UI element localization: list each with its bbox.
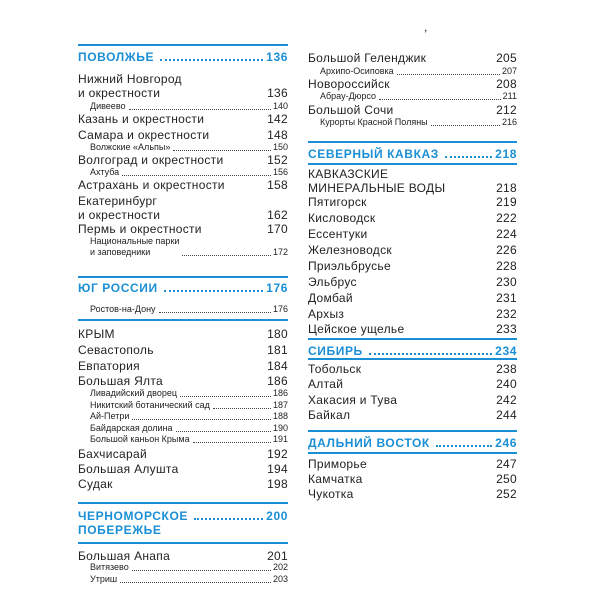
toc-page-number: 200: [266, 509, 288, 523]
toc-page-number: 212: [496, 103, 517, 117]
toc-page-number: 242: [496, 393, 517, 407]
dot-leader: [176, 431, 271, 432]
dot-leader: [445, 156, 492, 158]
toc-entry[interactable]: [78, 112, 288, 126]
toc-subentry[interactable]: [78, 434, 288, 445]
toc-title: Национальные парки и заповедники: [90, 236, 180, 257]
toc-subentry[interactable]: [78, 423, 288, 434]
toc-title: Пермь и окрестности: [78, 222, 202, 236]
dot-leader: [213, 408, 271, 409]
dot-leader: [173, 150, 271, 151]
toc-page-number: 233: [496, 322, 517, 336]
toc-entry[interactable]: [308, 243, 517, 257]
dot-leader: [160, 59, 263, 61]
toc-page-number: 205: [496, 51, 517, 65]
toc-page-number: 140: [272, 101, 288, 111]
toc-section-heading[interactable]: [308, 436, 517, 450]
toc-entry[interactable]: [78, 374, 288, 388]
toc-page-number: 176: [272, 304, 288, 314]
toc-title: Архыз: [308, 307, 345, 321]
toc-title: Байкал: [308, 408, 351, 422]
section-divider: [308, 141, 517, 143]
toc-title: Витязево: [90, 562, 129, 572]
dot-leader: [193, 442, 271, 443]
toc-page-number: 250: [496, 472, 517, 486]
toc-page-number: 252: [496, 487, 517, 501]
toc-title: Архипо-Осиповка: [320, 66, 394, 76]
toc-title: Волгоград и окрестности: [78, 153, 224, 167]
toc-title: Ахтуба: [90, 167, 120, 177]
toc-page-number: 184: [267, 359, 288, 373]
toc-entry[interactable]: [78, 359, 288, 373]
toc-title: СИБИРЬ: [308, 344, 363, 358]
toc-page-number: 238: [496, 362, 517, 376]
toc-title: Волжские «Альпы»: [90, 142, 171, 152]
dot-leader: [180, 396, 271, 397]
toc-page-number: 228: [496, 259, 517, 273]
toc-section-heading[interactable]: [78, 281, 288, 295]
toc-title: ДАЛЬНИЙ ВОСТОК: [308, 436, 430, 450]
toc-title: Цейское ущелье: [308, 322, 405, 336]
toc-subentry[interactable]: [78, 101, 288, 112]
toc-page-number: 222: [496, 211, 517, 225]
toc-title: Камчатка: [308, 472, 363, 486]
toc-title: Большая Алушта: [78, 462, 179, 476]
dot-leader: [379, 99, 501, 100]
toc-entry[interactable]: [308, 322, 517, 336]
toc-page-number: 224: [496, 227, 517, 241]
toc-page-number: 176: [266, 281, 288, 295]
toc-page-number: 231: [496, 291, 517, 305]
section-divider: [308, 430, 517, 432]
dot-leader: [129, 109, 271, 110]
toc-subentry[interactable]: [78, 304, 288, 315]
toc-page-number: 148: [267, 128, 288, 142]
toc-title: Никитский ботанический сад: [90, 400, 210, 410]
section-divider: [308, 358, 517, 360]
toc-entry[interactable]: [308, 195, 517, 209]
toc-entry[interactable]: [78, 194, 288, 222]
section-divider: [78, 319, 288, 321]
toc-page-number: 198: [267, 477, 288, 491]
toc-entry[interactable]: [78, 222, 288, 236]
toc-title: Ессентуки: [308, 227, 368, 241]
dot-leader: [194, 518, 263, 520]
dot-leader: [182, 255, 271, 256]
toc-entry[interactable]: [308, 487, 517, 501]
toc-entry[interactable]: [308, 259, 517, 273]
dot-leader: [120, 582, 271, 583]
toc-title: Абрау-Дюрсо: [320, 91, 377, 101]
toc-title: Казань и окрестности: [78, 112, 205, 126]
toc-title: Ай-Петри: [90, 411, 130, 421]
toc-title: Байдарская долина: [90, 423, 173, 433]
toc-page-number: 150: [272, 142, 288, 152]
toc-title: ЮГ РОССИИ: [78, 281, 158, 295]
toc-title: Большая Анапа: [78, 549, 171, 563]
toc-page-number: 230: [496, 275, 517, 289]
toc-title: ЧЕРНОМОРСКОЕ ПОБЕРЕЖЬЕ: [78, 509, 189, 537]
toc-subentry[interactable]: [308, 117, 517, 128]
toc-page-number: 201: [267, 549, 288, 563]
toc-section-heading[interactable]: [78, 50, 288, 64]
toc-subentry[interactable]: [308, 91, 517, 102]
toc-subentry[interactable]: [78, 167, 288, 178]
toc-page-number: 156: [272, 167, 288, 177]
dot-leader: [397, 74, 500, 75]
toc-title: Большой Геленджик: [308, 51, 427, 65]
section-divider: [78, 44, 288, 46]
toc-title: Екатеринбург и окрестности: [78, 194, 161, 222]
toc-page-number: 218: [496, 181, 517, 195]
toc-page-number: 247: [496, 457, 517, 471]
dot-leader: [436, 445, 492, 447]
toc-page-number: 218: [495, 147, 517, 161]
dot-leader: [159, 312, 271, 313]
toc-page-number: 188: [272, 411, 288, 421]
toc-page-number: 240: [496, 377, 517, 391]
toc-title: Севастополь: [78, 343, 154, 357]
toc-entry[interactable]: [308, 275, 517, 289]
toc-page-number: 142: [267, 112, 288, 126]
dot-leader: [431, 125, 500, 126]
dot-leader: [132, 419, 271, 420]
toc-page-number: 234: [495, 344, 517, 358]
toc-title: Ростов-на-Дону: [90, 304, 156, 314]
toc-title: ПОВОЛЖЬЕ: [78, 50, 155, 64]
toc-entry[interactable]: [308, 167, 517, 195]
toc-title: Чукотка: [308, 487, 354, 501]
toc-section-heading[interactable]: [308, 344, 517, 358]
toc-title: Астрахань и окрестности: [78, 178, 225, 192]
toc-subentry[interactable]: [78, 562, 288, 573]
toc-entry[interactable]: [78, 477, 288, 491]
toc-title: Кисловодск: [308, 211, 376, 225]
toc-page-number: 180: [267, 327, 288, 341]
toc-page-number: 192: [267, 447, 288, 461]
toc-title: Приморье: [308, 457, 367, 471]
toc-title: Новороссийск: [308, 77, 390, 91]
toc-page-number: 208: [496, 77, 517, 91]
section-divider: [78, 276, 288, 278]
toc-page-number: 194: [267, 462, 288, 476]
toc-entry[interactable]: [308, 377, 517, 391]
toc-title: Нижний Новгород и окрестности: [78, 72, 182, 100]
toc-page-number: 232: [496, 307, 517, 321]
toc-entry[interactable]: [308, 227, 517, 241]
toc-subentry[interactable]: [78, 411, 288, 422]
dot-leader: [132, 570, 271, 571]
toc-entry[interactable]: [308, 291, 517, 305]
dot-leader: [164, 290, 263, 292]
toc-title: КАВКАЗСКИЕ МИНЕРАЛЬНЫЕ ВОДЫ: [308, 167, 446, 195]
toc-page-number: 187: [272, 400, 288, 410]
toc-title: Курорты Красной Поляны: [320, 117, 428, 127]
print-mark: ,: [424, 20, 428, 34]
toc-entry[interactable]: [308, 51, 517, 65]
toc-page-number: 136: [267, 86, 288, 100]
section-divider: [78, 502, 288, 504]
toc-title: Дивеево: [90, 101, 126, 111]
toc-title: Бахчисарай: [78, 447, 147, 461]
toc-entry[interactable]: [308, 77, 517, 91]
toc-title: Эльбрус: [308, 275, 357, 289]
toc-page-number: 190: [272, 423, 288, 433]
toc-entry[interactable]: [78, 128, 288, 142]
toc-title: Утриш: [90, 574, 118, 584]
toc-section-heading[interactable]: [78, 509, 288, 537]
toc-page-number: 181: [267, 343, 288, 357]
toc-title: Пятигорск: [308, 195, 367, 209]
toc-title: Хакасия и Тува: [308, 393, 398, 407]
toc-entry[interactable]: [78, 178, 288, 192]
toc-subentry[interactable]: [78, 236, 288, 258]
toc-page-number: 162: [267, 208, 288, 222]
section-divider: [308, 452, 517, 454]
toc-subentry[interactable]: [78, 142, 288, 153]
toc-title: Евпатория: [78, 359, 140, 373]
toc-entry[interactable]: [308, 393, 517, 407]
toc-entry[interactable]: [308, 457, 517, 471]
section-divider: [308, 163, 517, 165]
toc-subentry[interactable]: [308, 66, 517, 77]
toc-entry[interactable]: [308, 211, 517, 225]
toc-page-number: 186: [267, 374, 288, 388]
toc-title: Большой каньон Крыма: [90, 434, 190, 444]
toc-page-number: 191: [272, 434, 288, 444]
toc-page-number: 203: [272, 574, 288, 584]
toc-subentry[interactable]: [78, 388, 288, 399]
dot-leader: [369, 353, 492, 355]
toc-title: Домбай: [308, 291, 353, 305]
toc-entry[interactable]: [78, 153, 288, 167]
toc-page-number: 226: [496, 243, 517, 257]
toc-entry[interactable]: [308, 472, 517, 486]
toc-entry[interactable]: [78, 327, 288, 341]
toc-entry[interactable]: [78, 72, 288, 100]
toc-title: Алтай: [308, 377, 344, 391]
toc-entry[interactable]: [308, 362, 517, 376]
toc-page-number: 211: [502, 91, 517, 101]
toc-page-number: 152: [267, 153, 288, 167]
toc-entry[interactable]: [308, 408, 517, 422]
toc-page-number: 158: [267, 178, 288, 192]
toc-subentry[interactable]: [78, 400, 288, 411]
toc-page-number: 170: [267, 222, 288, 236]
section-divider: [78, 542, 288, 544]
toc-page-number: 216: [501, 117, 517, 127]
toc-title: Ливадийский дворец: [90, 388, 178, 398]
toc-title: Самара и окрестности: [78, 128, 210, 142]
toc-page-number: 202: [272, 562, 288, 572]
dot-leader: [122, 175, 271, 176]
toc-entry[interactable]: [308, 307, 517, 321]
toc-entry[interactable]: [78, 343, 288, 357]
toc-title: СЕВЕРНЫЙ КАВКАЗ: [308, 147, 439, 161]
section-divider: [308, 338, 517, 340]
toc-section-heading[interactable]: [308, 147, 517, 161]
toc-title: Судак: [78, 477, 113, 491]
toc-title: Большой Сочи: [308, 103, 394, 117]
toc-page-number: 219: [496, 195, 517, 209]
toc-title: Железноводск: [308, 243, 392, 257]
toc-page-number: 244: [496, 408, 517, 422]
toc-page-number: 207: [501, 66, 517, 76]
toc-page-number: 136: [266, 50, 288, 64]
toc-entry[interactable]: [308, 103, 517, 117]
toc-title: Приэльбрусье: [308, 259, 391, 273]
toc-title: Тобольск: [308, 362, 362, 376]
toc-page-number: 172: [272, 247, 288, 257]
toc-title: Большая Ялта: [78, 374, 163, 388]
toc-page-number: 186: [272, 388, 288, 398]
toc-entry[interactable]: [78, 549, 288, 563]
toc-subentry[interactable]: [78, 574, 288, 585]
toc-entry[interactable]: [78, 462, 288, 476]
toc-entry[interactable]: [78, 447, 288, 461]
toc-page-number: 246: [495, 436, 517, 450]
toc-title: КРЫМ: [78, 327, 115, 341]
